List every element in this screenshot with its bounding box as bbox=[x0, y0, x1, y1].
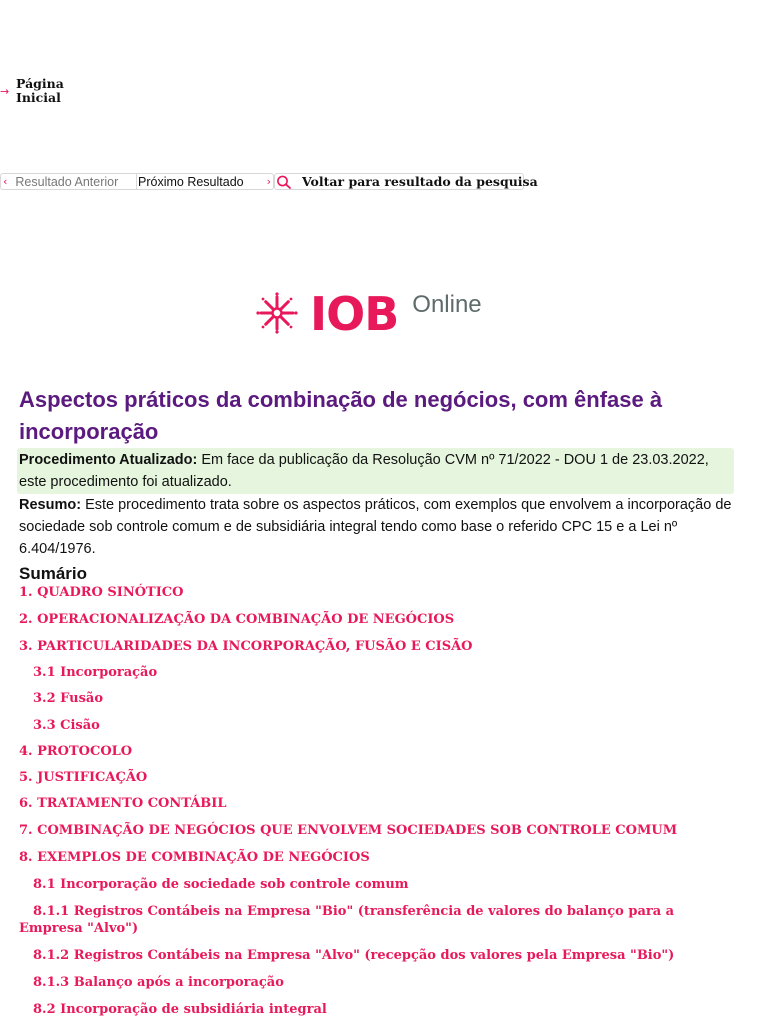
home-link[interactable] bbox=[0, 77, 66, 105]
toc-item bbox=[19, 584, 739, 601]
toc-item bbox=[19, 664, 739, 681]
back-to-search-results-button[interactable] bbox=[274, 173, 538, 190]
toc-link[interactable]: 2. OPERACIONALIZAÇÃO DA COMBINAÇÃO DE NEGÓCIOS bbox=[19, 612, 455, 627]
chevron-left-icon: ‹ bbox=[3, 175, 8, 188]
toc-link[interactable]: 6. TRATAMENTO CONTÁBIL bbox=[19, 796, 227, 811]
update-notice bbox=[17, 448, 734, 494]
previous-result-button[interactable] bbox=[0, 173, 136, 190]
toc-item bbox=[19, 717, 739, 734]
toc-title: Sumário bbox=[19, 564, 88, 583]
toc-link[interactable]: 3.3 Cisão bbox=[33, 718, 100, 733]
result-navigation bbox=[0, 172, 538, 191]
toc-link[interactable]: 3.2 Fusão bbox=[33, 691, 104, 706]
next-result-label: Próximo Resultado bbox=[138, 174, 244, 189]
iob-star-icon bbox=[256, 292, 298, 334]
home-link-label: Página Inicial bbox=[16, 76, 64, 105]
summary-label: Resumo: bbox=[19, 497, 82, 513]
summary bbox=[19, 494, 739, 560]
toc-item bbox=[19, 947, 739, 964]
article-content bbox=[19, 384, 739, 1018]
search-icon bbox=[276, 175, 292, 189]
summary-text: Este procedimento trata sobre os aspectos práticos, com exemplos que envolvem a incorporação de sociedade sob controle comum e de subsidiária integral tendo como base o referido CPC 15 e a Lei nº 6.404/1976. bbox=[19, 497, 732, 557]
toc-link[interactable]: 3. PARTICULARIDADES DA INCORPORAÇÃO, FUSÃO E CISÃO bbox=[19, 639, 473, 654]
toc-item bbox=[19, 638, 739, 655]
toc-item bbox=[19, 611, 739, 628]
chevron-right-icon: › bbox=[266, 175, 271, 188]
toc-item bbox=[19, 903, 739, 937]
toc-link[interactable]: 4. PROTOCOLO bbox=[19, 744, 133, 759]
logo-product-text: Online bbox=[412, 291, 482, 318]
toc-link[interactable]: 8.1 Incorporação de sociedade sob controle comum bbox=[33, 877, 409, 892]
back-to-search-results-label: Voltar para resultado da pesquisa bbox=[302, 174, 538, 189]
toc-link[interactable]: 8. EXEMPLOS DE COMBINAÇÃO DE NEGÓCIOS bbox=[19, 850, 370, 865]
arrow-right-icon: → bbox=[0, 85, 10, 98]
toc-link[interactable]: 8.1.3 Balanço após a incorporação bbox=[33, 975, 284, 990]
iob-online-logo bbox=[256, 287, 482, 341]
update-notice-text: Em face da publicação da Resolução CVM nº 71/2022 - DOU 1 de 23.03.2022, este procedimento foi atualizado. bbox=[19, 452, 709, 490]
toc-link[interactable]: 5. JUSTIFICAÇÃO bbox=[19, 770, 148, 785]
logo-brand-text: IOB bbox=[310, 287, 399, 341]
toc-item bbox=[19, 690, 739, 707]
toc-link[interactable]: 7. COMBINAÇÃO DE NEGÓCIOS QUE ENVOLVEM SOCIEDADES SOB CONTROLE COMUM bbox=[19, 823, 678, 838]
toc-item bbox=[19, 849, 739, 866]
toc-link[interactable]: 8.2 Incorporação de subsidiária integral bbox=[33, 1002, 327, 1017]
toc-item bbox=[19, 769, 739, 786]
toc-link[interactable]: 8.1.2 Registros Contábeis na Empresa "Alvo" (recepção dos valores pela Empresa "Bio") bbox=[33, 948, 675, 963]
toc-link[interactable]: 3.1 Incorporação bbox=[33, 665, 158, 680]
toc-link[interactable]: 1. QUADRO SINÓTICO bbox=[19, 585, 184, 600]
previous-result-label: Resultado Anterior bbox=[15, 174, 119, 189]
toc-item bbox=[19, 974, 739, 991]
toc-item bbox=[19, 743, 739, 760]
page-title: Aspectos práticos da combinação de negócios, com ênfase à incorporação bbox=[19, 387, 663, 444]
next-result-button[interactable] bbox=[136, 173, 274, 190]
toc-item bbox=[19, 1001, 739, 1018]
toc-item bbox=[19, 822, 739, 839]
table-of-contents bbox=[19, 584, 739, 1018]
toc-link[interactable]: 8.1.1 Registros Contábeis na Empresa "Bio" (transferência de valores do balanço para a Empresa "Alvo") bbox=[19, 904, 675, 936]
toc-item bbox=[19, 795, 739, 812]
update-notice-label: Procedimento Atualizado: bbox=[19, 452, 198, 468]
toc-item bbox=[19, 876, 739, 893]
